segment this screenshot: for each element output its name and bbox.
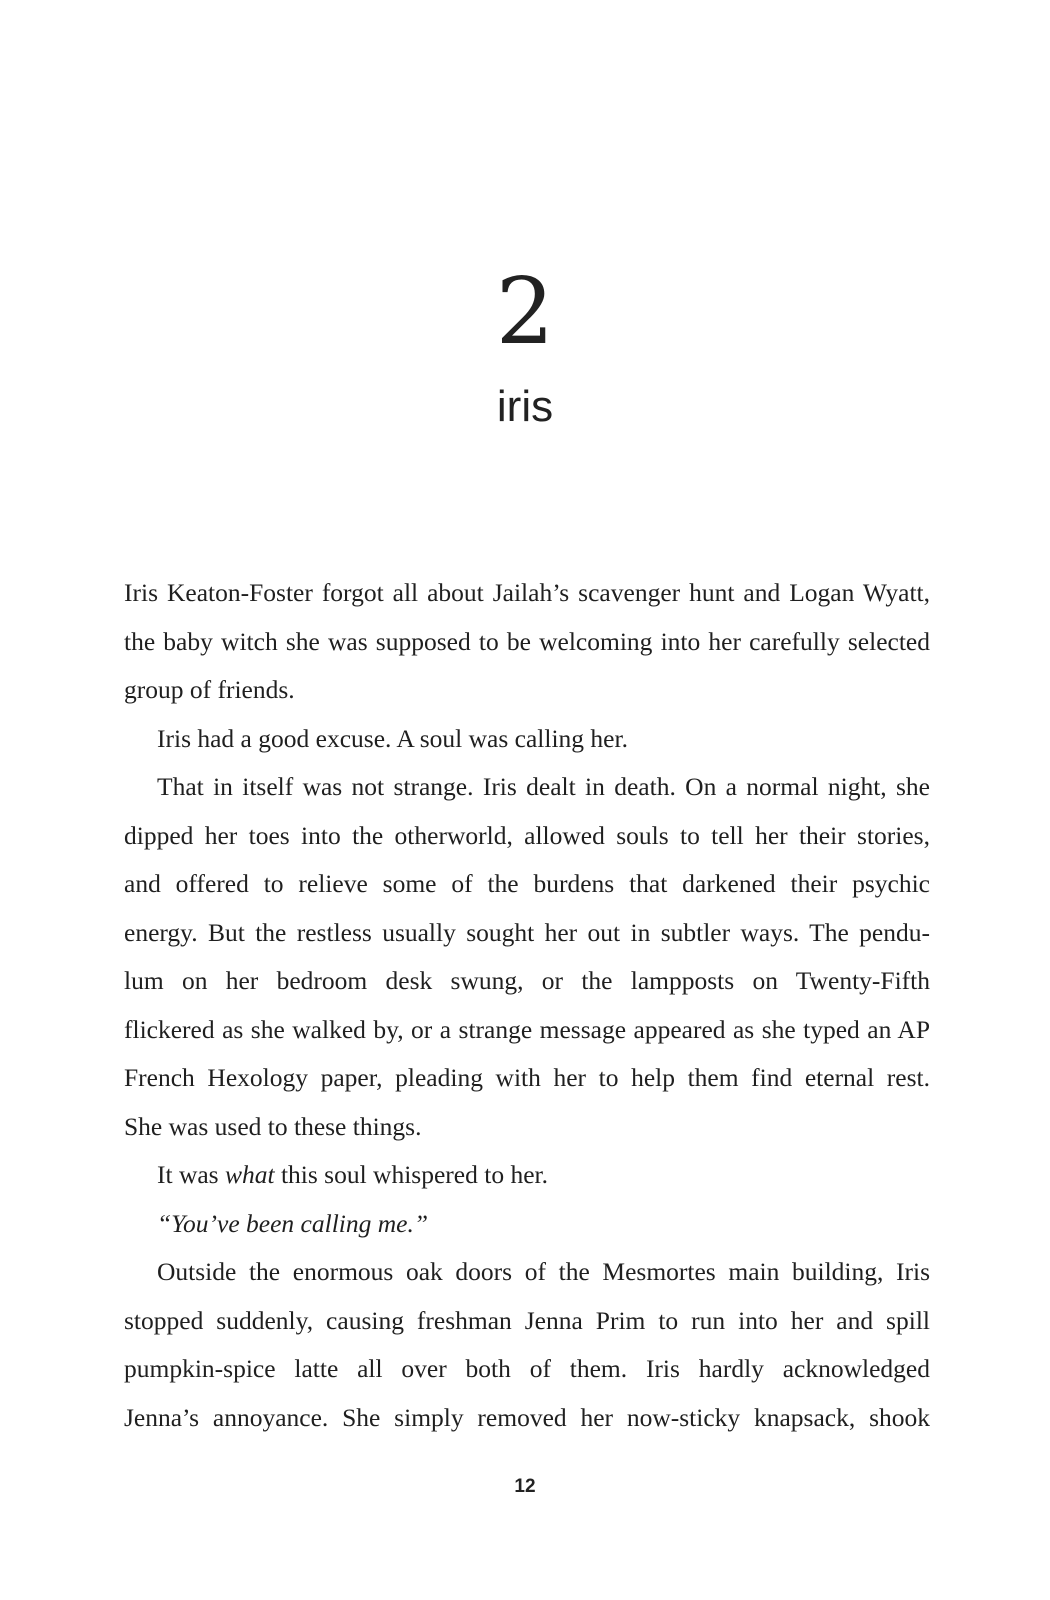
chapter-number: 2 <box>495 258 555 365</box>
body-line: Iris had a good excuse. A soul was calling her. <box>157 723 628 753</box>
page-number: 12 <box>514 1476 536 1497</box>
body-line: dipped her toes into the otherworld, allowed souls to tell her their stories, <box>124 820 930 850</box>
italic-quote: “You’ve been calling me.” <box>157 1208 429 1238</box>
text-segment: this soul whispered to her. <box>274 1160 548 1189</box>
body-line-quote <box>124 1200 930 1249</box>
body-line: Jenna’s annoyance. She simply removed her now-sticky knapsack, shook <box>124 1402 930 1432</box>
body-line: the baby witch she was supposed to be welcoming into her carefully selected <box>124 626 930 656</box>
text-segment: It was <box>157 1160 225 1189</box>
body-line: group of friends. <box>124 675 295 704</box>
chapter-body <box>124 569 930 1442</box>
body-line: Outside the enormous oak doors of the Mesmortes main building, Iris <box>157 1257 930 1286</box>
body-line: French Hexology paper, pleading with her to help them find eternal rest. <box>124 1063 930 1092</box>
body-line: That in itself was not strange. Iris dealt in death. On a normal night, she <box>157 772 930 801</box>
body-line: She was used to these things. <box>124 1111 422 1141</box>
chapter-title: iris <box>496 382 554 431</box>
body-line: and offered to relieve some of the burdens that darkened their psychic <box>124 869 930 898</box>
body-line: flickered as she walked by, or a strange message appeared as she typed an AP <box>124 1014 930 1044</box>
body-line: pumpkin-spice latte all over both of them. Iris hardly acknowledged <box>124 1354 930 1383</box>
body-line: Iris Keaton-Foster forgot all about Jailah’s scavenger hunt and Logan Wyatt, <box>124 578 930 607</box>
body-line-what <box>124 1151 930 1200</box>
emphasis-word: what <box>224 1160 275 1189</box>
body-line: stopped suddenly, causing freshman Jenna Prim to run into her and spill <box>124 1305 930 1335</box>
body-line: energy. But the restless usually sought her out in subtler ways. The pendu- <box>124 917 930 947</box>
body-line: lum on her bedroom desk swung, or the lampposts on Twenty-Fifth <box>124 966 930 995</box>
